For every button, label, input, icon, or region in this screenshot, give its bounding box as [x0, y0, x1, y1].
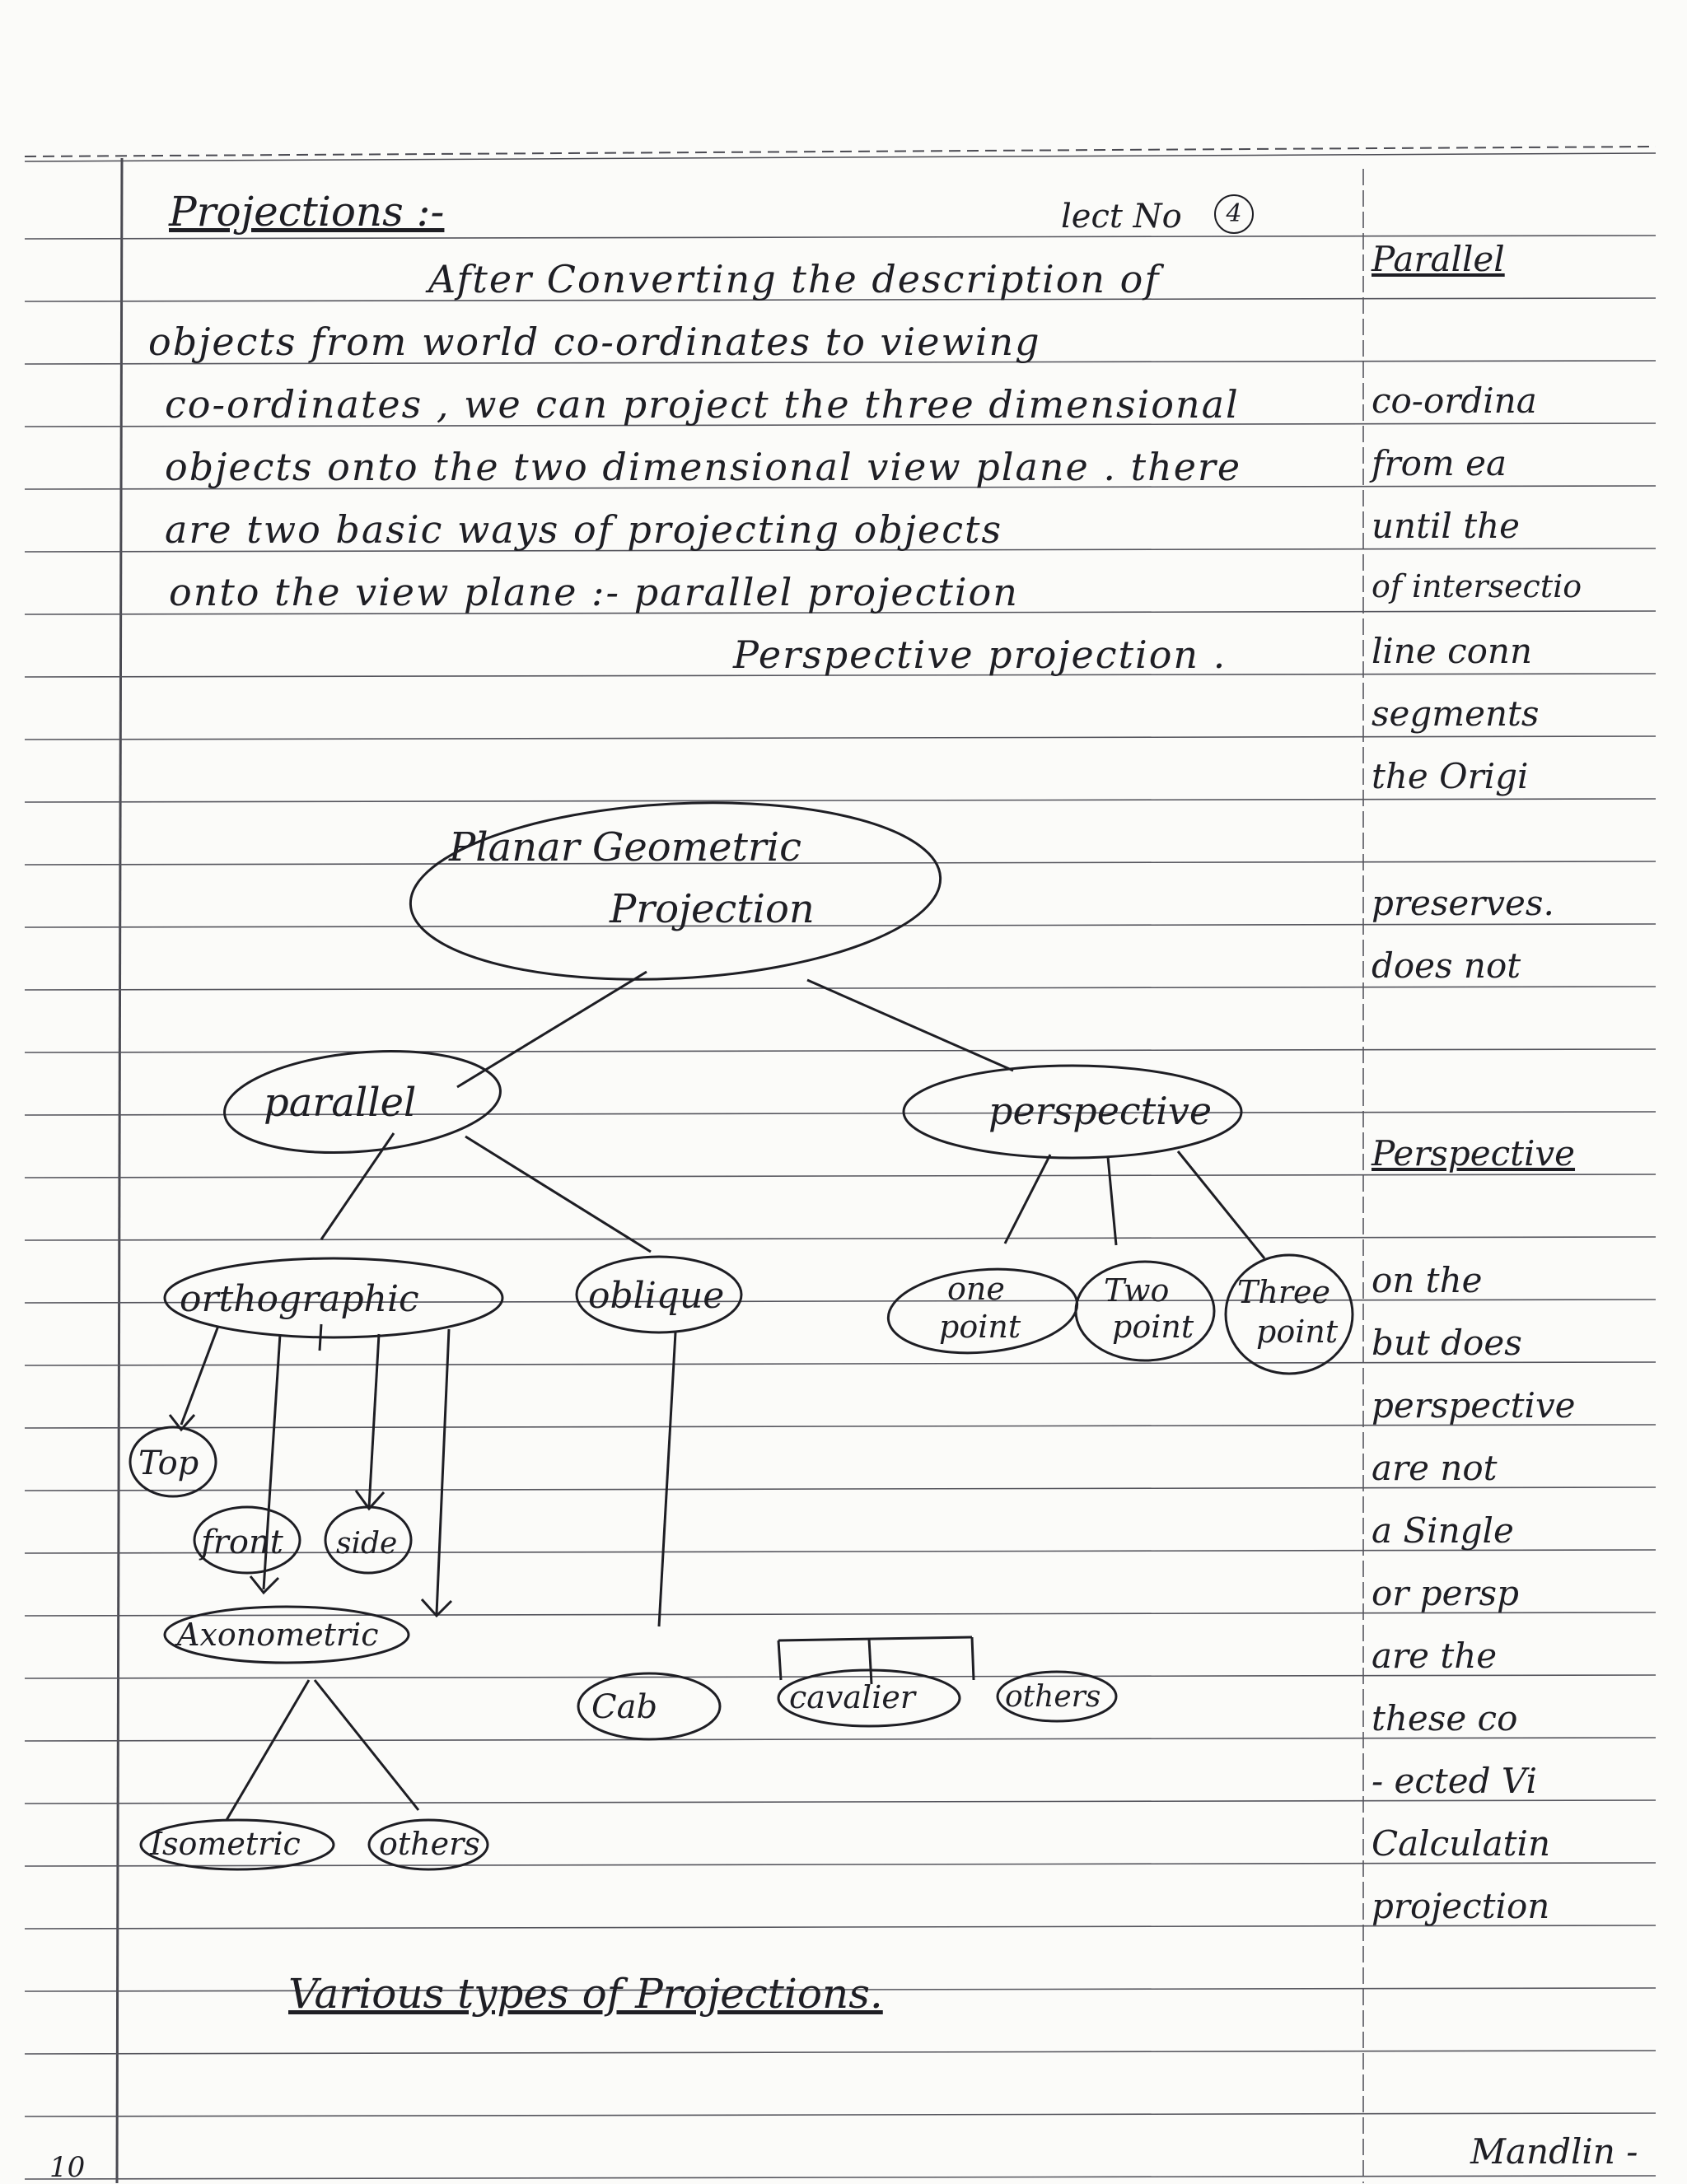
- margin-note-19: these co: [1372, 1698, 1518, 1738]
- margin-note-20: - ected Vi: [1372, 1761, 1537, 1801]
- edge-perspective-one-point: [1005, 1155, 1050, 1244]
- margin-note-3: from ea: [1372, 443, 1507, 483]
- others-axon-node-label: others: [379, 1826, 480, 1862]
- perspective-node-label: perspective: [988, 1089, 1213, 1133]
- margin-note-17: or persp: [1372, 1573, 1519, 1613]
- edge-ortho-axonometric: [437, 1329, 449, 1614]
- margin-note-8: the Origi: [1372, 756, 1529, 796]
- oblique-children-bracket: [869, 1639, 872, 1684]
- one-point-label-1: one: [947, 1271, 1005, 1307]
- margin-note-5: of intersectio: [1372, 568, 1582, 604]
- axonometric-node-label: Axonometric: [177, 1617, 379, 1653]
- paragraph-line-6: onto the view plane :- parallel projection: [169, 570, 1019, 614]
- edge-axon-others: [315, 1680, 418, 1810]
- side-node-label: side: [336, 1527, 398, 1561]
- edge-axon-isometric: [227, 1680, 309, 1820]
- isometric-node-label: Isometric: [150, 1826, 301, 1862]
- margin-note-15: are not: [1372, 1448, 1498, 1488]
- edge-parallel-orthographic: [321, 1133, 394, 1239]
- oblique-node-label: oblique: [588, 1275, 725, 1317]
- front-node-label: front: [201, 1524, 283, 1561]
- two-point-label-1: Two: [1104, 1272, 1170, 1309]
- margin-note-16: a Single: [1372, 1510, 1514, 1551]
- three-point-label-1: Three: [1237, 1274, 1330, 1310]
- edge-perspective-two-point: [1108, 1157, 1116, 1245]
- paragraph-line-3: co-ordinates , we can project the three dimensional: [165, 382, 1240, 427]
- page-title: Projections :-: [169, 188, 445, 236]
- margin-note-18: are the: [1372, 1636, 1498, 1676]
- one-point-label-2: point: [939, 1309, 1021, 1345]
- root-node-label-line2: Projection: [610, 886, 815, 932]
- margin-note-10: does not: [1372, 945, 1521, 986]
- paragraph-line-2: objects from world co-ordinates to viewing: [148, 320, 1041, 364]
- margin-note-1: Parallel: [1372, 239, 1505, 279]
- others-oblique-node-label: others: [1005, 1680, 1101, 1714]
- margin-note-22: projection: [1372, 1886, 1550, 1926]
- edge-root-perspective: [807, 980, 1013, 1071]
- margin-note-2: co-ordina: [1372, 380, 1537, 421]
- lecture-number: 4: [1214, 194, 1254, 234]
- edge-parallel-oblique: [465, 1136, 651, 1252]
- margin-note-6: line conn: [1372, 631, 1533, 671]
- paragraph-line-7: Perspective projection .: [733, 632, 1227, 677]
- top-node-label: Top: [138, 1444, 199, 1482]
- margin-note-13: but does: [1372, 1323, 1522, 1363]
- parallel-node-label: parallel: [264, 1080, 417, 1126]
- paragraph-line-5: are two basic ways of projecting objects: [165, 507, 1003, 552]
- orthographic-node-label: orthographic: [180, 1278, 419, 1320]
- page-mark: 10: [49, 2151, 86, 2184]
- edge-ortho-side: [369, 1334, 379, 1507]
- margin-note-7: segments: [1372, 693, 1540, 734]
- three-point-label-2: point: [1256, 1314, 1339, 1350]
- root-node-label: Planar Geometric: [449, 824, 802, 870]
- edge-perspective-three-point: [1178, 1151, 1264, 1258]
- paragraph-line-4: objects onto the two dimensional view plane . there: [165, 445, 1242, 489]
- diagram-caption: Various types of Projections.: [288, 1970, 883, 2018]
- two-point-label-2: point: [1112, 1309, 1194, 1345]
- margin-note-21: Calculatin: [1372, 1823, 1551, 1864]
- paragraph-line-1: After Converting the description of: [428, 257, 1161, 301]
- margin-note-4: until the: [1372, 506, 1520, 546]
- margin-note-11: Perspective: [1372, 1133, 1576, 1174]
- edge-ortho-top: [181, 1326, 218, 1425]
- margin-note-9: preserves.: [1372, 883, 1554, 923]
- cabinet-node-label: Cab: [591, 1688, 658, 1726]
- margin-note-14: perspective: [1372, 1385, 1576, 1426]
- cavalier-node-label: cavalier: [789, 1679, 916, 1715]
- edge-oblique-children: [659, 1332, 675, 1626]
- footer-note: Mandlin -: [1470, 2131, 1638, 2172]
- margin-note-12: on the: [1372, 1260, 1483, 1300]
- lecture-label: lect No: [1061, 198, 1182, 236]
